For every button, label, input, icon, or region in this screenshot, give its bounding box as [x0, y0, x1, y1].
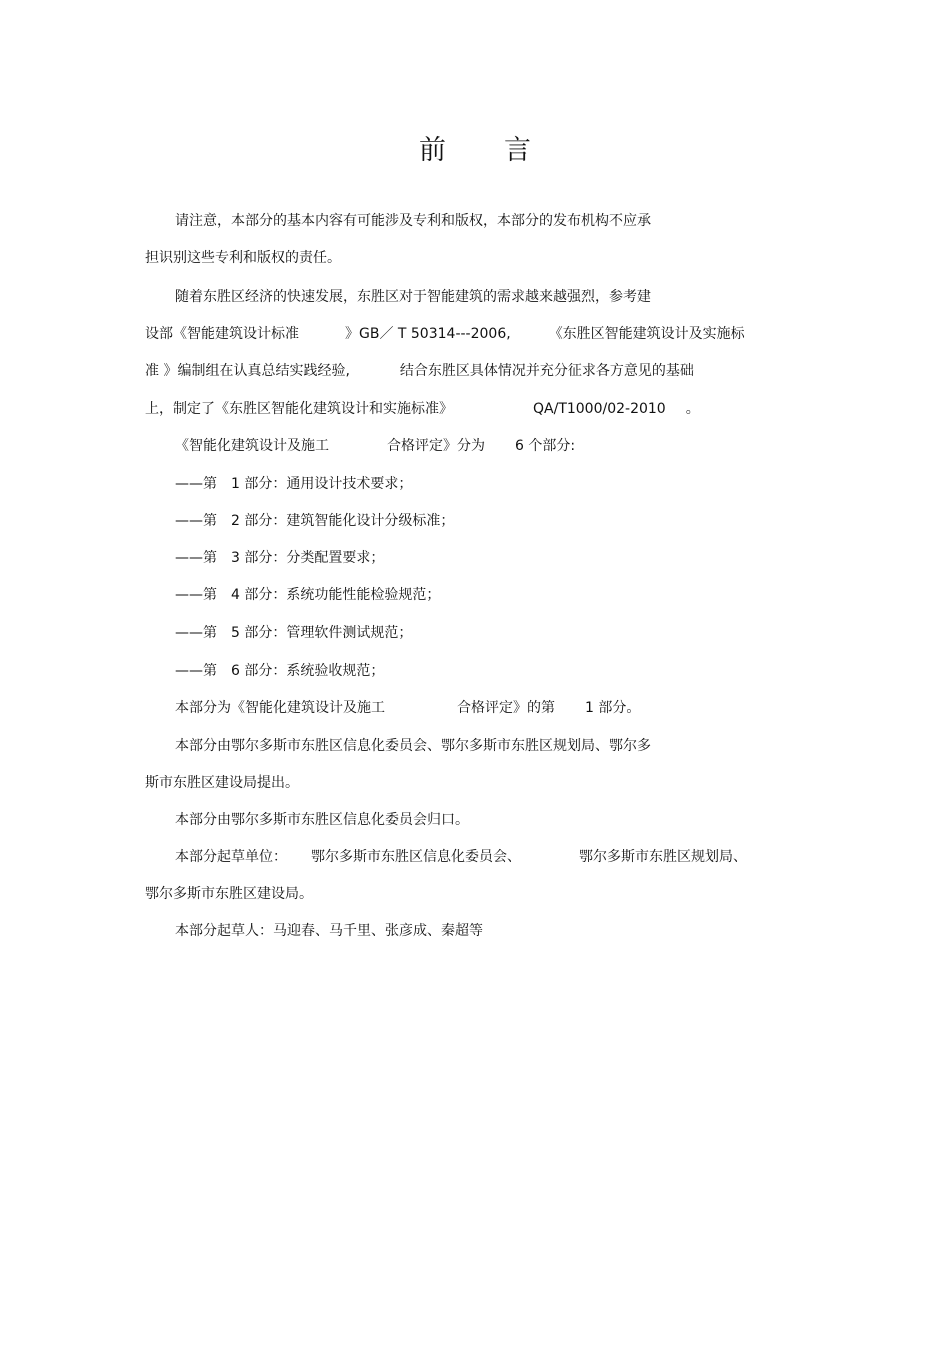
list-item-dash: ——第	[175, 625, 217, 641]
para3	[175, 436, 575, 456]
para7-b: 鄂尔多斯市东胜区信息化委员会、	[311, 849, 521, 865]
page-title	[0, 128, 950, 167]
list-item	[175, 585, 440, 605]
para2-line1: 随着东胜区经济的快速发展，东胜区对于智能建筑的需求越来越强烈，参考建	[175, 289, 651, 305]
para7-c: 鄂尔多斯市东胜区规划局、	[579, 849, 747, 865]
para2-line2-a: 设部《智能建筑设计标准	[145, 326, 299, 342]
para2-line3-a: 准 》编制组在认真总结实践经验,	[145, 363, 350, 379]
para2-line4-b: QA/T1000/02-2010	[533, 401, 666, 417]
list-item-dash: ——第	[175, 476, 217, 492]
para6: 本部分由鄂尔多斯市东胜区信息化委员会归口。	[175, 812, 469, 828]
para2-line2-c: 《东胜区智能建筑设计及实施标	[548, 326, 745, 342]
para3-b: 合格评定》分为	[387, 438, 485, 454]
list-item-dash: ——第	[175, 587, 217, 603]
list-item-text: 1 部分：通用设计技术要求；	[231, 476, 413, 492]
para2-line4-c: 。	[685, 401, 700, 417]
para1-line1: 请注意，本部分的基本内容有可能涉及专利和版权，本部分的发布机构不应承	[175, 213, 651, 229]
list-item	[175, 474, 412, 494]
para4	[175, 698, 640, 718]
list-item-text: 5 部分：管理软件测试规范；	[231, 625, 413, 641]
para2-line2	[145, 324, 745, 344]
para7-line2: 鄂尔多斯市东胜区建设局。	[145, 886, 313, 902]
list-item-dash: ——第	[175, 550, 217, 566]
list-item	[175, 623, 412, 643]
para5-line2: 斯市东胜区建设局提出。	[145, 775, 299, 791]
para7-a: 本部分起草单位：	[175, 849, 287, 865]
para2-line4	[145, 399, 700, 419]
title-char-2: 言	[504, 135, 531, 166]
list-item-dash: ——第	[175, 513, 217, 529]
para1-line2: 担识别这些专利和版权的责任。	[145, 250, 341, 266]
para5-line1: 本部分由鄂尔多斯市东胜区信息化委员会、鄂尔多斯市东胜区规划局、鄂尔多	[175, 738, 651, 754]
para3-c: 6 个部分:	[515, 438, 576, 454]
para2-line4-a: 上，制定了《东胜区智能化建筑设计和实施标准》	[145, 401, 453, 417]
para2-line2-b: 》GB／ T 50314---2006,	[345, 326, 511, 342]
para4-a: 本部分为《智能化建筑设计及施工	[175, 700, 385, 716]
para2-line3-b: 结合东胜区具体情况并充分征求各方意见的基础	[399, 363, 694, 379]
para8: 本部分起草人：马迎春、马千里、张彦成、秦超等	[175, 923, 483, 939]
list-item-text: 6 部分：系统验收规范；	[231, 663, 385, 679]
list-item-dash: ——第	[175, 663, 217, 679]
list-item	[175, 661, 384, 681]
list-item-text: 4 部分：系统功能性能检验规范；	[231, 587, 441, 603]
para4-c: 1 部分。	[585, 700, 641, 716]
para3-a: 《智能化建筑设计及施工	[175, 438, 329, 454]
list-item	[175, 511, 454, 531]
para2-line3	[145, 361, 694, 381]
list-item-text: 3 部分：分类配置要求；	[231, 550, 385, 566]
list-item	[175, 548, 384, 568]
list-item-text: 2 部分：建筑智能化设计分级标准；	[231, 513, 455, 529]
para7-line1	[175, 847, 747, 867]
para4-b: 合格评定》的第	[457, 700, 555, 716]
title-char-1: 前	[419, 135, 446, 166]
